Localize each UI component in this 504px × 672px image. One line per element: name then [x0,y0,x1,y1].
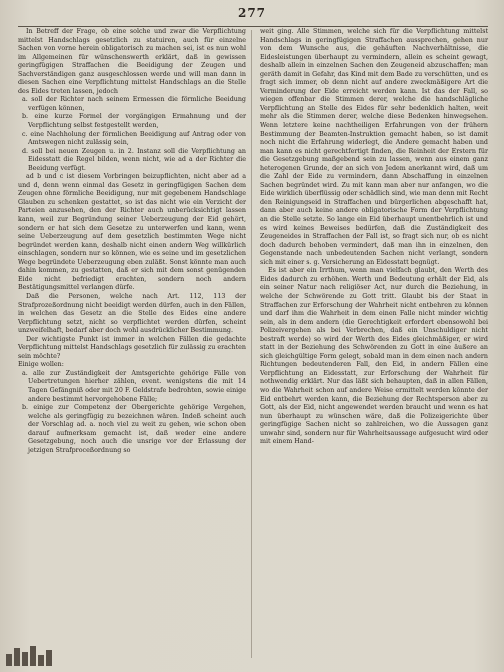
page-number: 277 [237,6,267,20]
left-column [18,28,246,455]
stamp-tower [22,652,28,666]
paragraph: Es ist aber ein Irrthum, wenn man vielfach glaubt, den Werth des Eides dadurch zu erhöhen. Werth und Bedeutung erhält der Eid, als ein seiner Natur nach religiöser Act, nur durch die Beziehung, in welche der Schwörende zu Gott tritt. Glaubt bis der Staat in Straffachen zur Erforschung der Wahrheit nicht entbehren zu können und darf ihm die Wahrheit in dem einen Falle nicht minder wichtig sein, als in dem andern (die Gerechtigkeit erfordert ebensowohl bei Polizeivergehen als bei Verbrechen, daß ein Unschuldiger nicht bestraft werde) so wird der Werth des Eides gleichmäßiger, er wird statt in der Beziehung des Schwörenden zu Gott in eine äußere an sich gleichgültige Form gelegt, sobald man in dem einen nach andern Richtungen bedeutenderen Fall, den Eid, in andern Fällen eine Verpflichtung an Eidesstatt, zur Erforschung der Wahrheit für nothwendig erklärt. Nur das läßt sich behaupten, daß in allen Fällen, wo die Wahrheit schon auf andere Weise ermittelt werden könnte der Eid entbehrt werden kann, die Beziehung der Rechtsperson aber zu Gott, als der Eid, nicht angewendet werden braucht und wenn es hat nun überhaupt zu wünschen wäre, daß die Polizeigerichte über geringfügige Sachen nicht so zahlreichen, wo die Aussagen ganz unwahr sind, sondern nur für Wahrheitsaussage aufgesucht wird oder mit einem Hand- [260,267,488,446]
paragraph: In Betreff der Frage, ob eine solche und zwar die Verpflichtung mittelst Handschlags gesetzlich zu statuiren, auch für einzelne Sachen von vorne herein obligatorisch zu machen sei, ist es nun wohl im Allgemeinen für wünschenswerth erklärt, daß in gewissen geringfügigen Straffachen die Beeidigung der Zeugen und Sachverständigen ganz ausgeschlossen werde und will man dann in diesen Sachen eine Verpflichtung mittelst Handschlags an die Stelle des Eides treten lassen, jedoch [18,28,246,95]
list-item: a. alle zur Zuständigkeit der Amtsgerichte gehörige Fälle von Uebertretungen hierher zählen, event. wenigstens die mit 14 Tagen Gefängniß oder mit 20 F. Geldstrafe bedrohten, sowie einige andere bestimmt hervorgehobene Fälle; [22,369,246,403]
stamp-tower [38,655,44,666]
list-item: b. einige zur Competenz der Obergerichte gehörige Vergehen, welche als geringfügig zu bezeichnen wären. Indeß scheint auch der Vorschlag ad. a. noch viel zu weit zu gehen, wie schon oben darauf aufmerksam gemacht ist, daß weder eine andere Gesetzgebung, noch auch die unsrige vor der Erlassung der jetzigen Strafproceßordnung so [22,404,246,454]
paragraph: Daß die Personen, welche nach Art. 112, 113 der Strafprozeßordnung nicht beeidigt werden dürfen, auch in den Fällen, in welchen das Gesetz an die Stelle des Eides eine andere Verpflichtung setzt, nicht so verpflichtet werden dürfen, scheint unzweifelhaft, bedarf aber doch wohl ausdrücklicher Bestimmung. [18,292,246,335]
column-divider [251,30,252,658]
stamp-tower [6,654,12,666]
stamp-tower [46,650,52,666]
library-stamp-icon [6,644,76,666]
list-item: a. soll der Richter nach seinem Ermessen die förmliche Beeidung verfügen können, [22,96,246,112]
paragraph: Einige wollen: [18,361,64,369]
paragraph: Der wichtigste Punkt ist immer in welchen Fällen die gedachte Verpflichtung mittelst Handschlags gesetzlich für zulässig zu erachten sein möchte? [18,335,246,360]
right-column [260,28,488,447]
list-item: b. eine kurze Formel der vorgängigen Ermahnung und der Verpflichtung selbst festgestellt werden, [22,113,246,130]
stamp-tower [30,646,36,666]
stamp-tower [14,648,20,666]
paragraph: weit ging. Alle Stimmen, welche sich für die Verpflichtung mittelst Handschlags in geringfügigen Straffachen aussprechen, gehen nur von dem Wunsche aus, die gehäuften Nachverhältnisse, die Eidesleistungen überhaupt zu vermindern, allein es scheint gewagt, deshalb allein in einzelnen Sachen den Zeugeneid abzuschaffen; man geräth damit in Gefahr, das Kind mit dem Bade zu verschütten, und es fragt sich immer, ob denn nicht auf andere zweckmäßigere Art die Verminderung der Eide erreicht werden kann. Ist das der Fall, so wiegen offenbar die Stimmen derer, welche die handschlägliche Verpflichtung an Stelle des Eides für sehr bedenklich halten, weit mehr als die Stimmen derer, welche diese Bedenken hinwegsehen. Wenn letztere keine nachtheiligen Erfahrungen von der frühern Bestimmung der Beamten-Instruktion gemacht haben, so ist damit noch nicht die Erfahrung widerlegt, die Andere gemacht haben und man kann es nicht gerechtfertigt finden, die Reinheit der Erstern für die Gesetzgebung maßgebend sein zu lassen, wenn aus einem ganz heterogenen Grunde, der an sich von Jedem anerkannt wird, daß um die Zahl der Eide zu vermindern, dann Abschaffung in einzelnen Sachen begründet wird. Zu mit kann man aber nur anfangen, wo die Eide wirklich überflüssig oder schädlich sind, wie man denn mit Recht den Reinigungseid in Straffachen und bürgerlichen abgeschafft hat, dann aber auch keine andere obligatorische Form der Verpflichtung an die Stelle setzte. So lange ein Eid überhaupt unentbehrlich ist und es wird keines Beweises bedürfen, daß die Zuständigkeit des Zeugeneides in Straffachen der Fall ist, so fragt sich nur, ob es nicht doch dadurch behoben vermindert, daß man ihn in einzelnen, den Gegenstande nach unbedeutenden Sachen nicht verlangt, sondern sich mit einer s. g. Versicherung an Eidesstatt begnügt. [260,28,488,266]
list-item: d. soll bei neuen Zeugen u. in 2. Instanz soll die Verpflichtung an Eidesstatt die Regel bilden, wenn nicht, wie ad a der Richter die Beeidung verfügt. [22,147,246,172]
paragraph: ad b und c ist diesem Vorbringen beizupflichten, nicht aber ad a und d, denn wenn einmal das Gesetz in geringfügigen Sachen dem Zeugen ohne förmliche Beeidigung, nur mit gegebenem Handschlage Glauben zu schenken gestattet, so ist das nicht wie ein Verzicht der Parteien anzusehen, den der Richter auch unberücksichtigt lassen kann, weil zur Begründung seiner Ueberzeugung der Eid gehört, sondern er hat sich dem Gesetze zu unterwerfen und kann, wenn seine Ueberzeugung auf dem gesetzlich bestimmten Wege nicht begründet werden kann, deshalb nicht einen andern Weg willkürlich einschlagen, sondern nur so können, wie es seine und im gesetzlichen Wege begründete Ueberzeugung eben zuläßt. Sonst könnte man auch dahin kommen, zu gestatten, daß er sich mit dem sonst genügenden Eide nicht befriedigt erachten, sondern noch andern Bestätigungsmittel verlangen dürfe. [18,173,246,292]
header-rule [18,26,488,27]
list-item: c. eine Nachholung der förmlichen Beeidigung auf Antrag oder von Amtswegen nicht zulässig sein, [22,130,246,147]
